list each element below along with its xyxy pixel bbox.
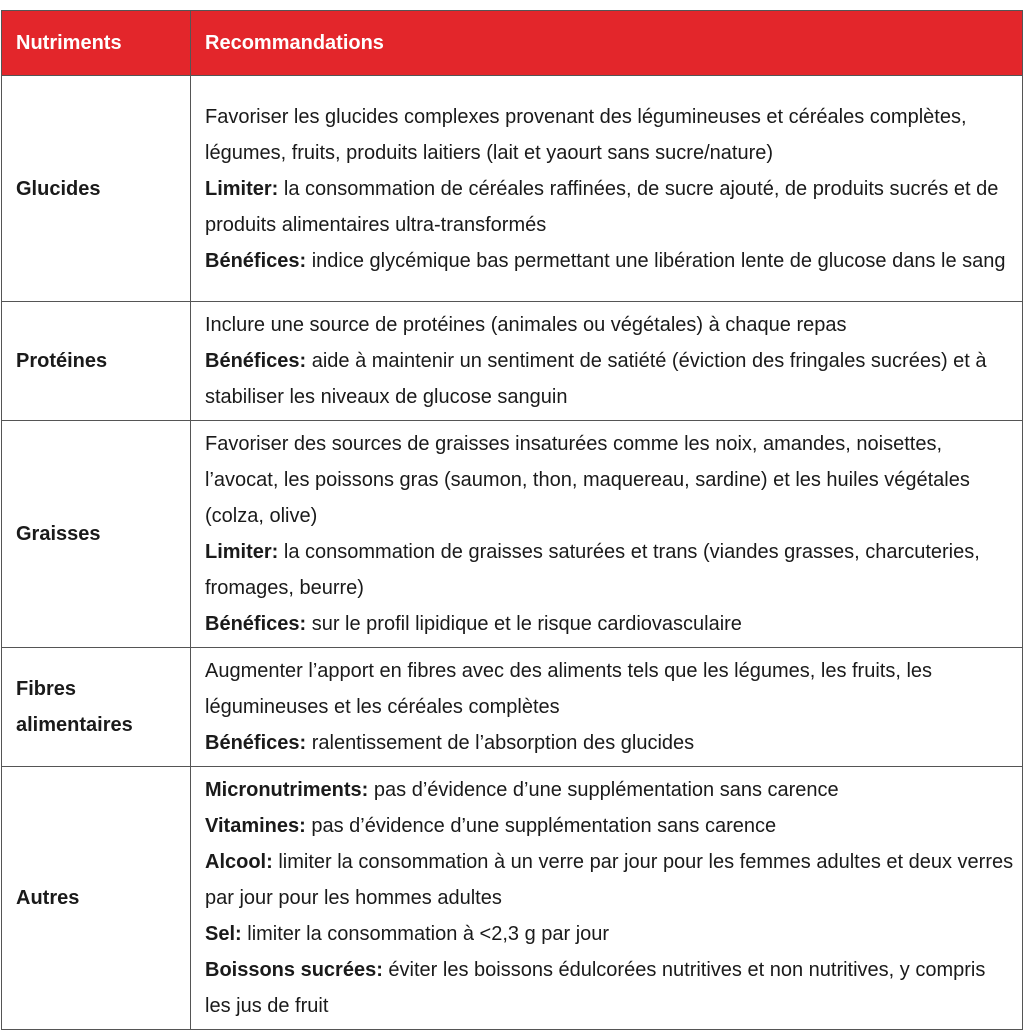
table-row — [2, 76, 1023, 302]
recommendation-label: Vitamines: — [205, 815, 306, 837]
recommendation-cell — [191, 302, 1023, 421]
recommendation-text: sur le profil lipidique et le risque cardiovasculaire — [306, 613, 742, 635]
recommendation-text: Augmenter l’apport en fibres avec des aliments tels que les légumes, les fruits, les légumineuses et les céréales complètes — [205, 660, 933, 718]
nutrient-cell: Protéines — [2, 302, 191, 421]
recommendation-label: Alcool: — [205, 851, 273, 873]
recommendation-label: Bénéfices: — [205, 732, 307, 754]
recommendation-label: Sel: — [205, 923, 242, 945]
recommendation-label: Boissons sucrées: — [205, 959, 383, 981]
nutrient-cell: Fibres alimentaires — [2, 648, 191, 767]
recommendation-text: Inclure une source de protéines (animales ou végétales) à chaque repas — [205, 314, 847, 336]
recommendation-text: limiter la consommation à <2,3 g par jour — [241, 923, 610, 945]
recommendation-cell — [191, 767, 1023, 1030]
header-recommandations: Recommandations — [191, 11, 1023, 76]
recommendation-line — [205, 171, 1014, 243]
recommendation-line — [205, 808, 1014, 844]
recommendation-cell — [191, 421, 1023, 648]
recommendation-text: indice glycémique bas permettant une libération lente de glucose dans le sang — [306, 249, 1006, 272]
table-row — [2, 648, 1023, 767]
recommendation-label: Limiter: — [205, 177, 279, 200]
table-body — [2, 76, 1023, 1030]
nutrition-recommendations-table — [1, 10, 1023, 1030]
nutrient-cell: Autres — [2, 767, 191, 1030]
recommendation-text: Favoriser les glucides complexes provenant des légumineuses et céréales complètes, légumes, fruits, produits laitiers (lait et yaourt sans sucre/nature) — [205, 105, 967, 164]
recommendation-label: Bénéfices: — [205, 249, 307, 272]
table-header-row — [2, 11, 1023, 76]
recommendation-text: Favoriser des sources de graisses insaturées comme les noix, amandes, noisettes, l’avocat, les poissons gras (saumon, thon, maquereau, sardine) et les huiles végétales (colza, olive) — [205, 433, 970, 527]
nutrient-cell: Graisses — [2, 421, 191, 648]
recommendation-line — [205, 307, 1014, 343]
recommendation-line — [205, 725, 1014, 761]
nutrition-table-container — [1, 10, 1023, 1030]
recommendation-label: Bénéfices: — [205, 613, 307, 635]
recommendation-line — [205, 343, 1014, 415]
table-row — [2, 767, 1023, 1030]
table-row — [2, 421, 1023, 648]
header-nutriments: Nutriments — [2, 11, 191, 76]
recommendation-cell — [191, 648, 1023, 767]
recommendation-text: éviter les boissons édulcorées nutritives et non nutritives, y compris les jus de fruit — [205, 959, 986, 1017]
recommendation-line — [205, 844, 1014, 916]
recommendation-text: ralentissement de l’absorption des glucides — [306, 732, 695, 754]
table-row — [2, 302, 1023, 421]
recommendation-line — [205, 606, 1014, 642]
recommendation-text: aide à maintenir un sentiment de satiété (éviction des fringales sucrées) et à stabiliser les niveaux de glucose sanguin — [205, 350, 987, 408]
recommendation-label: Limiter: — [205, 541, 279, 563]
recommendation-line — [205, 99, 1014, 171]
recommendation-text: pas d’évidence d’une supplémentation sans carence — [368, 779, 839, 801]
recommendation-line — [205, 916, 1014, 952]
recommendation-cell — [191, 76, 1023, 302]
recommendation-label: Bénéfices: — [205, 350, 307, 372]
recommendation-line — [205, 952, 1014, 1024]
nutrient-cell: Glucides — [2, 76, 191, 302]
recommendation-text: limiter la consommation à un verre par jour pour les femmes adultes et deux verres par jour pour les hommes adultes — [205, 851, 1014, 909]
recommendation-line — [205, 426, 1014, 534]
recommendation-text: pas d’évidence d’une supplémentation sans carence — [305, 815, 777, 837]
recommendation-label: Micronutriments: — [205, 779, 369, 801]
recommendation-line — [205, 534, 1014, 606]
recommendation-line — [205, 772, 1014, 808]
recommendation-text: la consommation de céréales raffinées, de sucre ajouté, de produits sucrés et de produits alimentaires ultra-transformés — [205, 177, 999, 236]
recommendation-line — [205, 243, 1014, 279]
recommendation-line — [205, 653, 1014, 725]
recommendation-text: la consommation de graisses saturées et trans (viandes grasses, charcuteries, fromages, beurre) — [205, 541, 980, 599]
